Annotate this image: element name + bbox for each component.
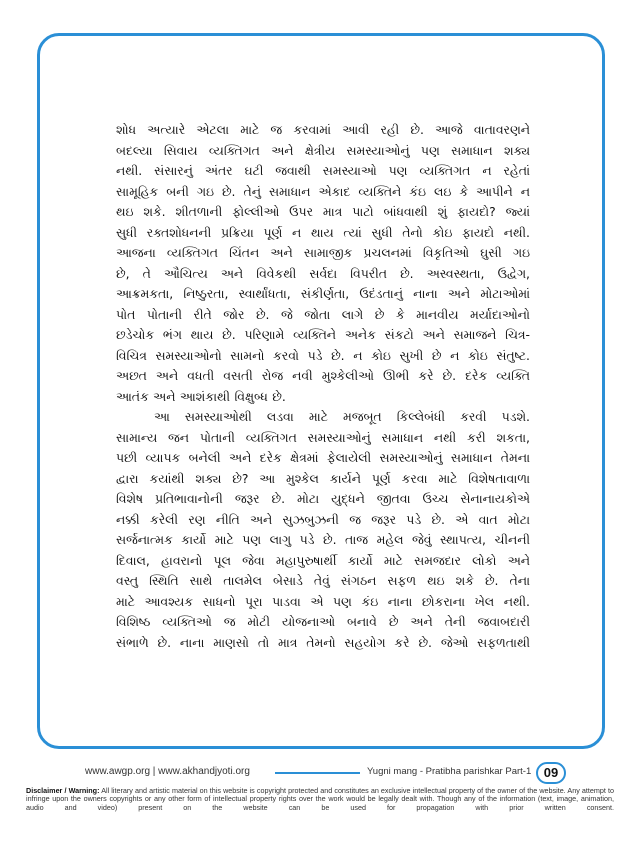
text-line: પોત પોતાની રીતે જોર છે. જે જોતા લાગે છે કે માનવીય મર્યાદાઓનો — [116, 306, 530, 322]
text-line: વિચિત્ર સમસ્યાઓનો સામનો કરવો પડે છે. ન કોઇ સુખી છે ન કોઇ સંતુષ્ટ. — [116, 347, 530, 363]
text-line: સામૂહિક બની ગઇ છે. તેનું સમાધાન એકાદ વ્યક્તિને કંઇ લઇ કે આપીને ન — [116, 183, 530, 199]
text-line: આક્રમકતા, નિષ્ઠુરતા, સ્વાર્થાંધતા, સંકીર્ણતા, ઉદંડતાનું નાના અને મોટાઓમાં — [116, 286, 530, 301]
text-line: નથી. સંસારનું અંતર ઘટી જવાથી સમસ્યાઓ પણ વ્યક્તિગત ન રહેતાં — [116, 163, 530, 178]
text-line: છડેચોક ભંગ થાય છે. પરિણામે વ્યક્તિને અનેક સંકટો અને સમાજને ચિત્ર- — [116, 327, 530, 342]
text-line: આજના વ્યક્તિગત ચિંતન અને સામાજીક પ્રચલનમાં વિકૃતિઓ ઘુસી ગઇ — [116, 245, 530, 260]
footer-website-links[interactable]: www.awgp.org | www.akhandjyoti.org — [85, 766, 250, 777]
text-line: વિશિષ્ઠ વ્યક્તિઓ જ મોટી યોજનાઓ બનાવે છે અને તેની જવાબદારી — [116, 614, 530, 629]
article-body — [116, 120, 530, 653]
text-line: સુધી રક્તશોધનની પ્રક્રિયા પૂર્ણ ન થાય ત્યાં સુધી તેનો કોઇ ફાયદો નથી. — [116, 224, 530, 240]
text-line: બદલ્યા સિવાય વ્યક્તિગત અને ક્ષેત્રીય સમસ્યાઓનું પણ સમાધાન શક્ય — [116, 142, 530, 158]
footer-divider — [275, 772, 360, 774]
text-line: નક્કી કરેલી રણ નીતિ અને સુઝબુઝની જ જરૂર પડે છે. એ વાત મોટા — [116, 511, 530, 527]
disclaimer-notice — [26, 787, 614, 812]
text-line: પછી વ્યાપક બનેલી અને દરેક ક્ષેત્રમાં ફેલાયેલી સમસ્યાઓનું સમાધાન તેમના — [116, 450, 530, 465]
footer-book-title: Yugni mang - Pratibha parishkar Part-1 — [367, 766, 532, 777]
text-line: સર્જનાત્મક કાર્યો માટે પણ લાગુ પડે છે. તાજ મહેલ જેવું સ્થાપત્ય, ચીનની — [116, 532, 530, 547]
text-line: સામાન્ય જન પોતાની વ્યક્તિગત સમસ્યાઓનું સમાધાન નથી કરી શકતા, — [116, 429, 530, 445]
paragraph-2 — [116, 407, 530, 653]
text-line: વિશેષ પ્રતિભાવાનોની જરૂર છે. મોટા યુદ્ધને જીતવા ઉચ્ચ સેનાનાયકોએ — [116, 491, 530, 506]
disclaimer-label: Disclaimer / Warning: — [26, 786, 100, 795]
text-line: શોધ અત્યારે એટલા માટે જ કરવામાં આવી રહી છે. આજે વાતાવરણને — [116, 122, 530, 137]
page-footer — [70, 760, 570, 786]
text-line: આતંક અને આશંકાથી વિક્ષુબ્ધ છે. — [116, 388, 286, 404]
text-line: માટે આવશ્યક સાધનો પૂરા પાડવા એ પણ કંઇ નાના છોકરાના ખેલ નથી. — [116, 593, 530, 609]
text-line: છે, તે ઔચિત્ય અને વિવેકથી સર્વદા વિપરીત છે. અસ્વસ્થતા, ઉદ્વેગ, — [116, 265, 530, 281]
text-line: આ સમસ્યાઓથી લડવા માટે મજબૂત કિલ્લેબંધી કરવી પડશે. — [154, 409, 530, 424]
page-number-badge: 09 — [536, 762, 566, 784]
text-line: થઇ શકે. શીતળાની ફોલ્લીઓ ઉપર માત્ર પાટો બાંધવાથી શું ફાયદો? જ્યાં — [116, 204, 530, 219]
text-line: અછત અને વધતી વસતી રોજ નવી મુશ્કેલીઓ ઊભી કરે છે. દરેક વ્યક્તિ — [116, 368, 530, 383]
paragraph-1 — [116, 120, 530, 407]
disclaimer-text: All literary and artistic material on this website is copyright protected and constitutes an exclusive intellectual property of the owner of the website. Any attempt to infringe upon the owners copyrights or any other form of intellectual property rights over the work would be legally dealt with. Though any of the information (text, image, animation, audio and video) present on the website can be used for propagation with prior written consent. — [26, 786, 614, 812]
text-line: વસ્તુ સ્થિતિ સાથે તાલમેલ બેસાડે તેવું સંગઠન સફળ થઇ શકે છે. તેના — [116, 573, 530, 588]
text-line: દ્વારા કયાંથી શક્ય છે? આ મુશ્કેલ કાર્યને પૂર્ણ કરવા માટે વિશેષતાવાળા — [116, 470, 530, 486]
text-line: દિવાલ, હાવરાનો પૂલ જેવા મહાપુરુષાર્થી કાર્યો માટે સમજદાર લોકો અને — [116, 552, 530, 568]
text-line: સંભાળે છે. નાના માણસો તો માત્ર તેમનો સહયોગ કરે છે. જેઓ સફળતાથી — [116, 634, 530, 650]
